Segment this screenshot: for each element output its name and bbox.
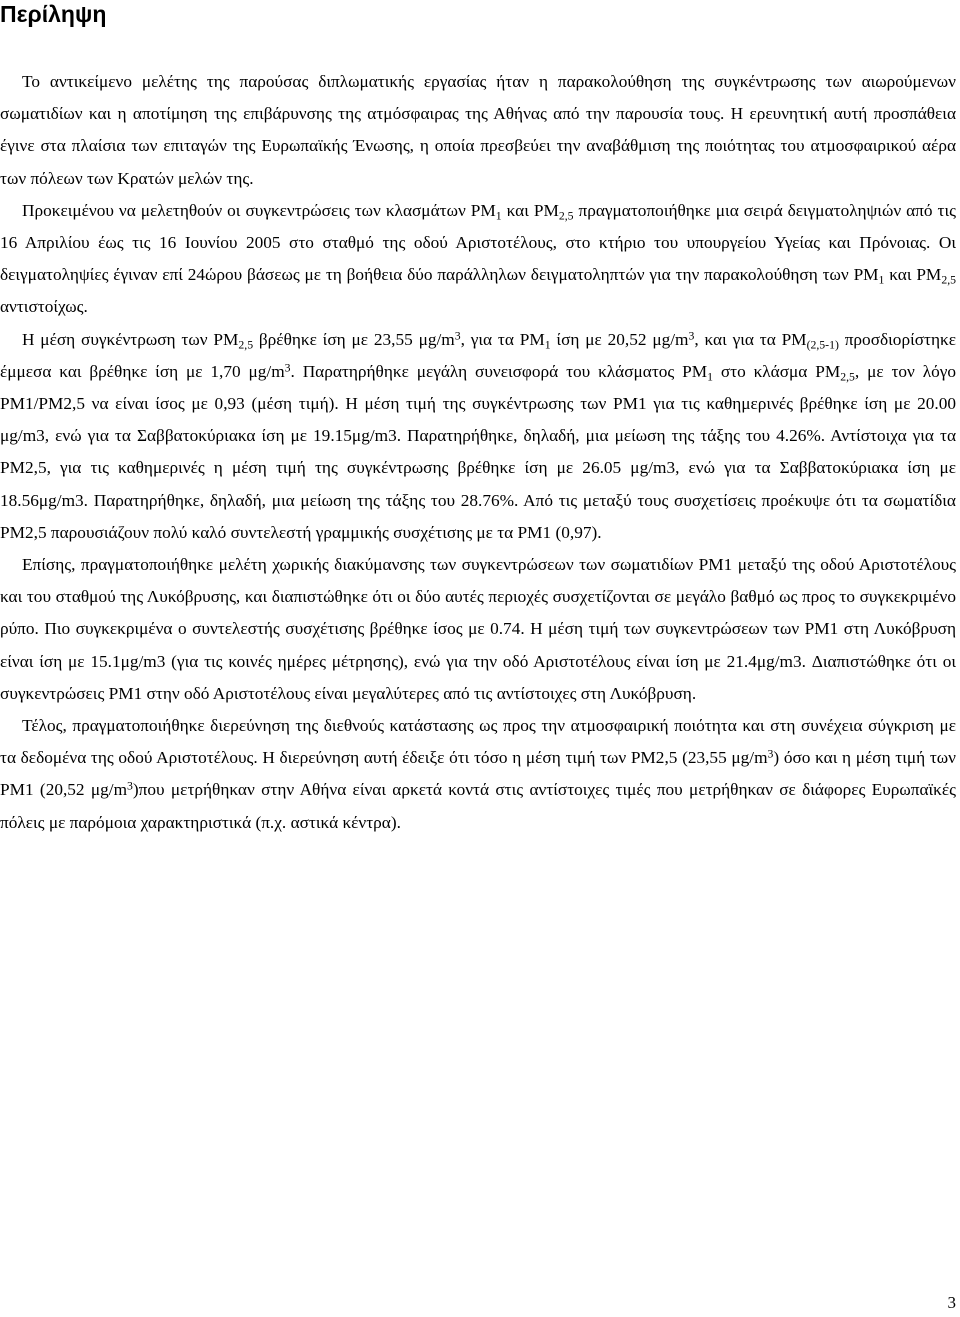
text-run: )που μετρήθηκαν στην Αθήνα είναι αρκετά κοντά στις αντίστοιχες τιμές που μετρήθηκαν σε διάφορες Ευρωπαϊκές πόλεις με παρόμοια χαρακτηριστικά (π.χ. αστικά κέντρα). (0, 780, 956, 832)
superscript-text: 3 (767, 747, 774, 761)
text-run: , με τον λόγο PM1/PM2,5 να είναι ίσος με 0,93 (μέση τιμή). Η μέση τιμή της συγκέντρωσης των PM1 για τις καθημερινές βρέθηκε ίση με 20.00 μg/m3, ενώ για τα Σαββατοκύριακα ίση με 19.15μg/m3. Παρατηρήθηκε, δηλαδή, μια μείωση της τάξης του 4.26%. Αντίστοιχα για τα PM2,5, για τις καθημερινές η μέση τιμή της συγκέντρωσης βρέθηκε ίση με 26.05 μg/m3, ενώ για τα Σαββατοκύριακα ίση με 18.56μg/m3. Παρατηρήθηκε, δηλαδή, μια μείωση της τάξης του 28.76%. Από τις μεταξύ τους συσχετίσεις προέκυψε ότι τα σωματίδια PM2,5 παρουσιάζουν πολύ καλό συντελεστή γραμμικής συσχέτισης με τα PM1 (0,97). (0, 361, 956, 542)
text-run: Τέλος, πραγματοποιήθηκε διερεύνηση της διεθνούς κατάστασης ως προς την ατμοσφαιρική ποιότητα και στη συνέχεια σύγκριση με τα δεδομένα της οδού Αριστοτέλους. Η διερεύνηση αυτή έδειξε ότι τόσο η μέση τιμή των PM2,5 (23,55 μg/m (0, 716, 956, 768)
text-run: στο κλάσμα PM (712, 361, 841, 381)
text-run: Το αντικείμενο μελέτης της παρούσας διπλωματικής εργασίας ήταν η παρακολούθηση της συγκέντρωσης των αιωρούμενων σωματιδίων και η αποτίμηση της επιβάρυνσης της ατμόσφαιρας της Αθήνας από την παρουσία τους. Η ερευνητική αυτή προσπάθεια έγινε στα πλαίσια των επιταγών της Ευρωπαϊκής Ένωσης, η οποία πρεσβεύει την αναβάθμιση της ποιότητας του ατμοσφαιρικού αέρα των πόλεων των Κρατών μελών της. (0, 72, 956, 188)
text-run: αντιστοίχως. (0, 297, 88, 317)
text-run: και PM (501, 200, 559, 220)
superscript-text: 3 (284, 361, 291, 375)
text-run: βρέθηκε ίση με 23,55 μg/m (253, 329, 455, 349)
subscript-text: 2,5 (941, 273, 956, 287)
text-run: πραγματοποιήθηκε μια σειρά δειγματοληψιών από τις 16 Απριλίου έως τις 16 Ιουνίου 2005 στο σταθμό της οδού Αριστοτέλους, στο κτήριο του υπουργείου Υγείας και Πρόνοιας. Οι δειγματοληψίες έγιναν επί 24ώρου βάσεως με τη βοήθεια δύο παράλληλων δειγματοληπτών για την παρακολούθηση των PM (0, 200, 956, 285)
text-run: . Παρατηρήθηκε μεγάλη συνεισφορά του κλάσματος PM (290, 361, 708, 381)
text-run: , για τα PM (460, 329, 545, 349)
paragraph-1 (0, 66, 956, 195)
abstract-body (0, 66, 956, 839)
superscript-text: 3 (454, 328, 461, 342)
subscript-text: 1 (878, 273, 885, 287)
text-run: ) όσο και η μέση τιμή των PM1 (20,52 μg/m (0, 748, 956, 800)
paragraph-3 (0, 324, 956, 549)
superscript-text: 3 (127, 779, 133, 793)
text-run: προσδιορίστηκε έμμεσα και βρέθηκε ίση με 1,70 μg/m (0, 329, 956, 381)
subscript-text: 2,5 (558, 209, 574, 223)
subscript-text: 1 (707, 370, 713, 384)
text-run: και PM (884, 265, 942, 285)
paragraph-5 (0, 710, 956, 839)
page-number: 3 (947, 1293, 956, 1312)
superscript-text: 3 (688, 328, 695, 342)
page-title: Περίληψη (0, 1, 107, 27)
paragraph-4 (0, 549, 956, 710)
text-run: , και για τα PM (694, 329, 807, 349)
text-run: ίση με 20,52 μg/m (550, 329, 689, 349)
subscript-text: 1 (495, 209, 502, 223)
subscript-text: 2,5 (840, 370, 855, 384)
subscript-text: (2,5-1) (806, 337, 839, 351)
text-run: Η μέση συγκέντρωση των PM (22, 329, 239, 349)
paragraph-2 (0, 195, 956, 324)
text-run: Προκειμένου να μελετηθούν οι συγκεντρώσεις των κλασμάτων PM (22, 200, 496, 220)
text-run: Επίσης, πραγματοποιήθηκε μελέτη χωρικής διακύμανσης των συγκεντρώσεων των σωματιδίων PM1 μεταξύ της οδού Αριστοτέλους και του σταθμού της Λυκόβρυσης, και διαπιστώθηκε ότι οι δύο αυτές περιοχές συσχετίζονται σε μεγάλο βαθμό ως προς το συγκεκριμένο ρύπο. Πιο συγκεκριμένα ο συντελεστής συσχέτισης βρέθηκε ίσος με 0.74. Η μέση τιμή των συγκεντρώσεων των PM1 στη Λυκόβρυση είναι ίση με 15.1μg/m3 (για τις κοινές ημέρες μέτρησης), ενώ για την οδό Αριστοτέλους είναι ίση με 21.4μg/m3. Διαπιστώθηκε ότι οι συγκεντρώσεις PM1 στην οδό Αριστοτέλους είναι μεγαλύτερες από τις αντίστοιχες στη Λυκόβρυση. (0, 555, 956, 703)
subscript-text: 1 (544, 337, 551, 351)
subscript-text: 2,5 (238, 337, 254, 351)
